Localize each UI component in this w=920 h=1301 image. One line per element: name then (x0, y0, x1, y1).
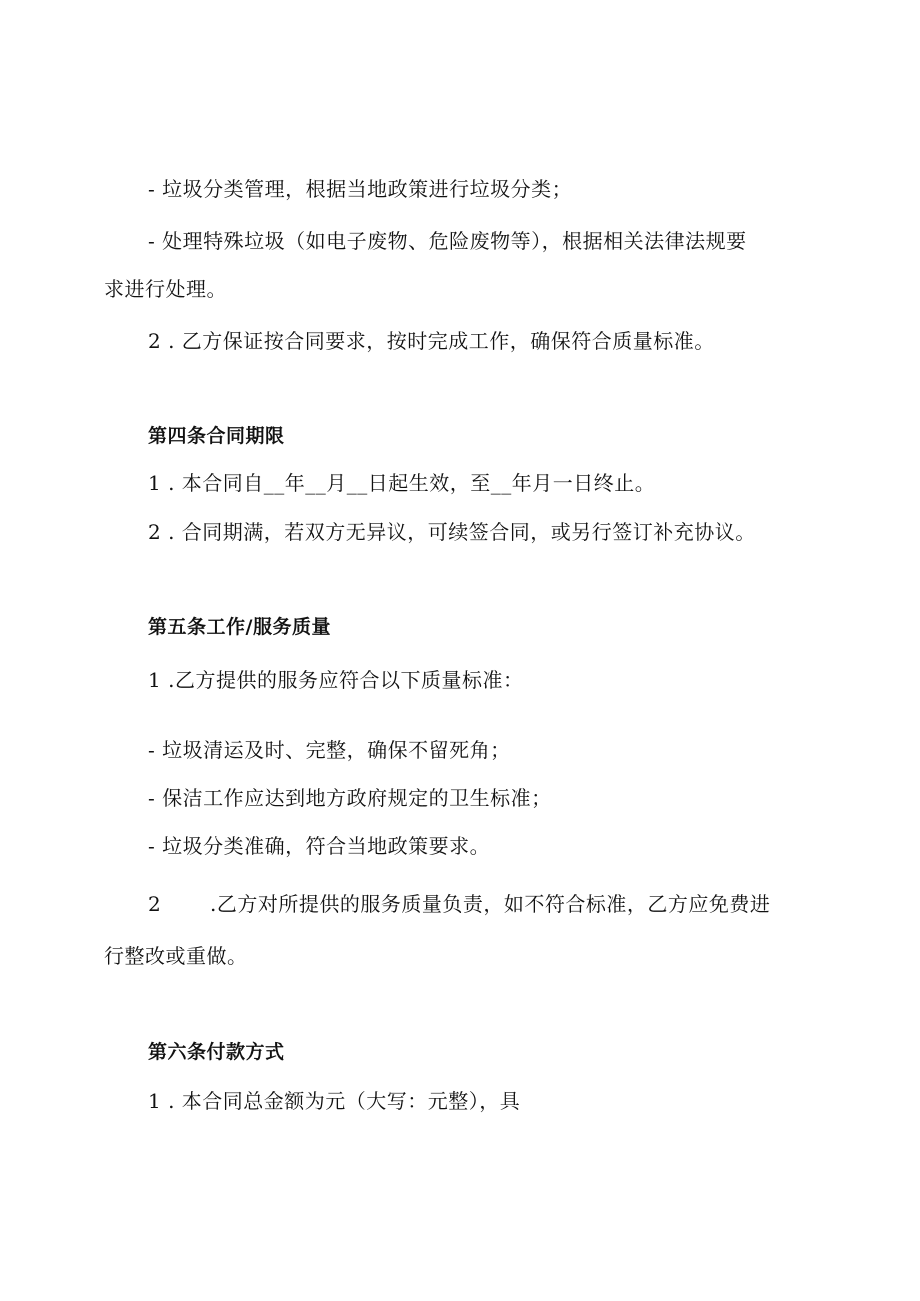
paragraph-line: - 处理特殊垃圾（如电子废物、危险废物等），根据相关法律法规要 (148, 229, 747, 253)
item-text: .乙方对所提供的服务质量负责，如不符合标准，乙方应免费进 (210, 892, 771, 916)
section-heading: 第四条合同期限 (148, 425, 285, 447)
paragraph-line: - 垃圾分类管理，根据当地政策进行垃圾分类； (148, 177, 573, 201)
paragraph-line: - 保洁工作应达到地方政府规定的卫生标准； (148, 786, 552, 810)
paragraph-line: - 垃圾清运及时、完整，确保不留死角； (148, 738, 511, 762)
paragraph-line: 2 . 乙方保证按合同要求，按时完成工作，确保符合质量标准。 (148, 329, 715, 353)
item-number: 2 (148, 892, 162, 916)
paragraph-line: 2 . 合同期满，若双方无异议，可续签合同，或另行签订补充协议。 (148, 520, 756, 544)
section-heading: 第六条付款方式 (148, 1041, 285, 1063)
paragraph-line: 行整改或重做。 (104, 944, 248, 968)
paragraph-line: 求进行处理。 (104, 277, 227, 301)
paragraph-line: 1 . 本合同自__年__月__日起生效，至__年月一日终止。 (148, 471, 656, 495)
paragraph-line: - 垃圾分类准确，符合当地政策要求。 (148, 834, 491, 858)
paragraph-line (148, 890, 770, 918)
section-heading: 第五条工作/服务质量 (148, 616, 331, 638)
paragraph-line: 1 .乙方提供的服务应符合以下质量标准： (148, 668, 524, 692)
paragraph-line: 1 . 本合同总金额为元（大写：元整），具 (148, 1089, 521, 1113)
